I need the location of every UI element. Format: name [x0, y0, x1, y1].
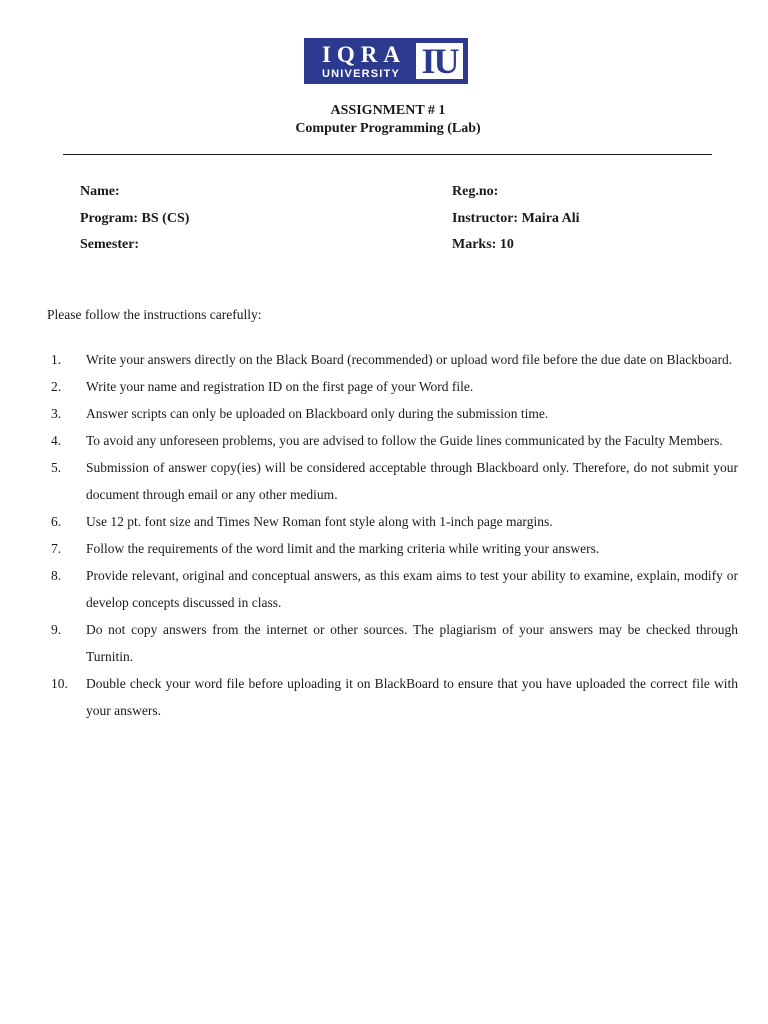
list-item-number: 5.: [51, 460, 62, 475]
list-item-number: 1.: [51, 352, 62, 367]
list-item-text: Follow the requirements of the word limit and the marking criteria while writing your answers.: [86, 541, 600, 556]
list-item-number: 4.: [51, 433, 62, 448]
list-item-number: 7.: [51, 541, 62, 556]
list-item-text: Write your name and registration ID on the first page of your Word file.: [86, 379, 474, 394]
instructions-intro: Please follow the instructions carefully:: [47, 307, 262, 322]
logo-word-iqra: IQRA: [321, 41, 407, 67]
name-field: Name:: [80, 184, 120, 199]
list-item-number: 3.: [51, 406, 62, 421]
list-item-text: To avoid any unforeseen problems, you are advised to follow the Guide lines communicated by the Faculty Members.: [86, 433, 723, 448]
list-item-text: Answer scripts can only be uploaded on Blackboard only during the submission time.: [86, 406, 549, 421]
list-item: [47, 346, 738, 373]
list-item-number: 2.: [51, 379, 62, 394]
program-field: Program: BS (CS): [80, 211, 190, 226]
logo-mark-iu: IU: [416, 43, 463, 79]
instructor-field: Instructor: Maira Ali: [452, 211, 580, 226]
list-item: [47, 535, 738, 562]
list-item: [47, 508, 738, 535]
list-item: [47, 400, 738, 427]
list-item: [47, 562, 738, 616]
list-item-text: Do not copy answers from the internet or other sources. The plagiarism of your answers may be checked through Turnitin.: [86, 622, 738, 664]
list-item-number: 9.: [51, 622, 62, 637]
assignment-title: ASSIGNMENT # 1: [330, 103, 446, 118]
list-item: [47, 373, 738, 400]
marks-field: Marks: 10: [452, 237, 514, 252]
list-item-number: 8.: [51, 568, 62, 583]
list-item-text: Provide relevant, original and conceptual answers, as this exam aims to test your ability to examine, explain, modify or develop concepts discussed in class.: [86, 568, 738, 610]
semester-field: Semester:: [80, 237, 140, 252]
list-item-text: Write your answers directly on the Black Board (recommended) or upload word file before the due date on Blackboard.: [86, 352, 733, 367]
logo-word-university: UNIVERSITY: [321, 67, 400, 80]
list-item-text: Submission of answer copy(ies) will be considered acceptable through Blackboard only. Therefore, do not submit your document through email or any other medium.: [86, 460, 738, 502]
logo-wordmark: [306, 40, 416, 82]
list-item: [47, 454, 738, 508]
course-title: Computer Programming (Lab): [295, 121, 481, 136]
list-item-number: 10.: [51, 676, 68, 691]
list-item-number: 6.: [51, 514, 62, 529]
regno-field: Reg.no:: [452, 184, 499, 199]
university-logo: [304, 38, 468, 84]
list-item-text: Double check your word file before uploading it on BlackBoard to ensure that you have uploaded the correct file with your answers.: [86, 676, 738, 718]
instructions-list: [47, 346, 738, 724]
list-item: [47, 670, 738, 724]
list-item-text: Use 12 pt. font size and Times New Roman font style along with 1-inch page margins.: [86, 514, 553, 529]
list-item: [47, 616, 738, 670]
header-divider: [63, 154, 712, 155]
list-item: [47, 427, 738, 454]
